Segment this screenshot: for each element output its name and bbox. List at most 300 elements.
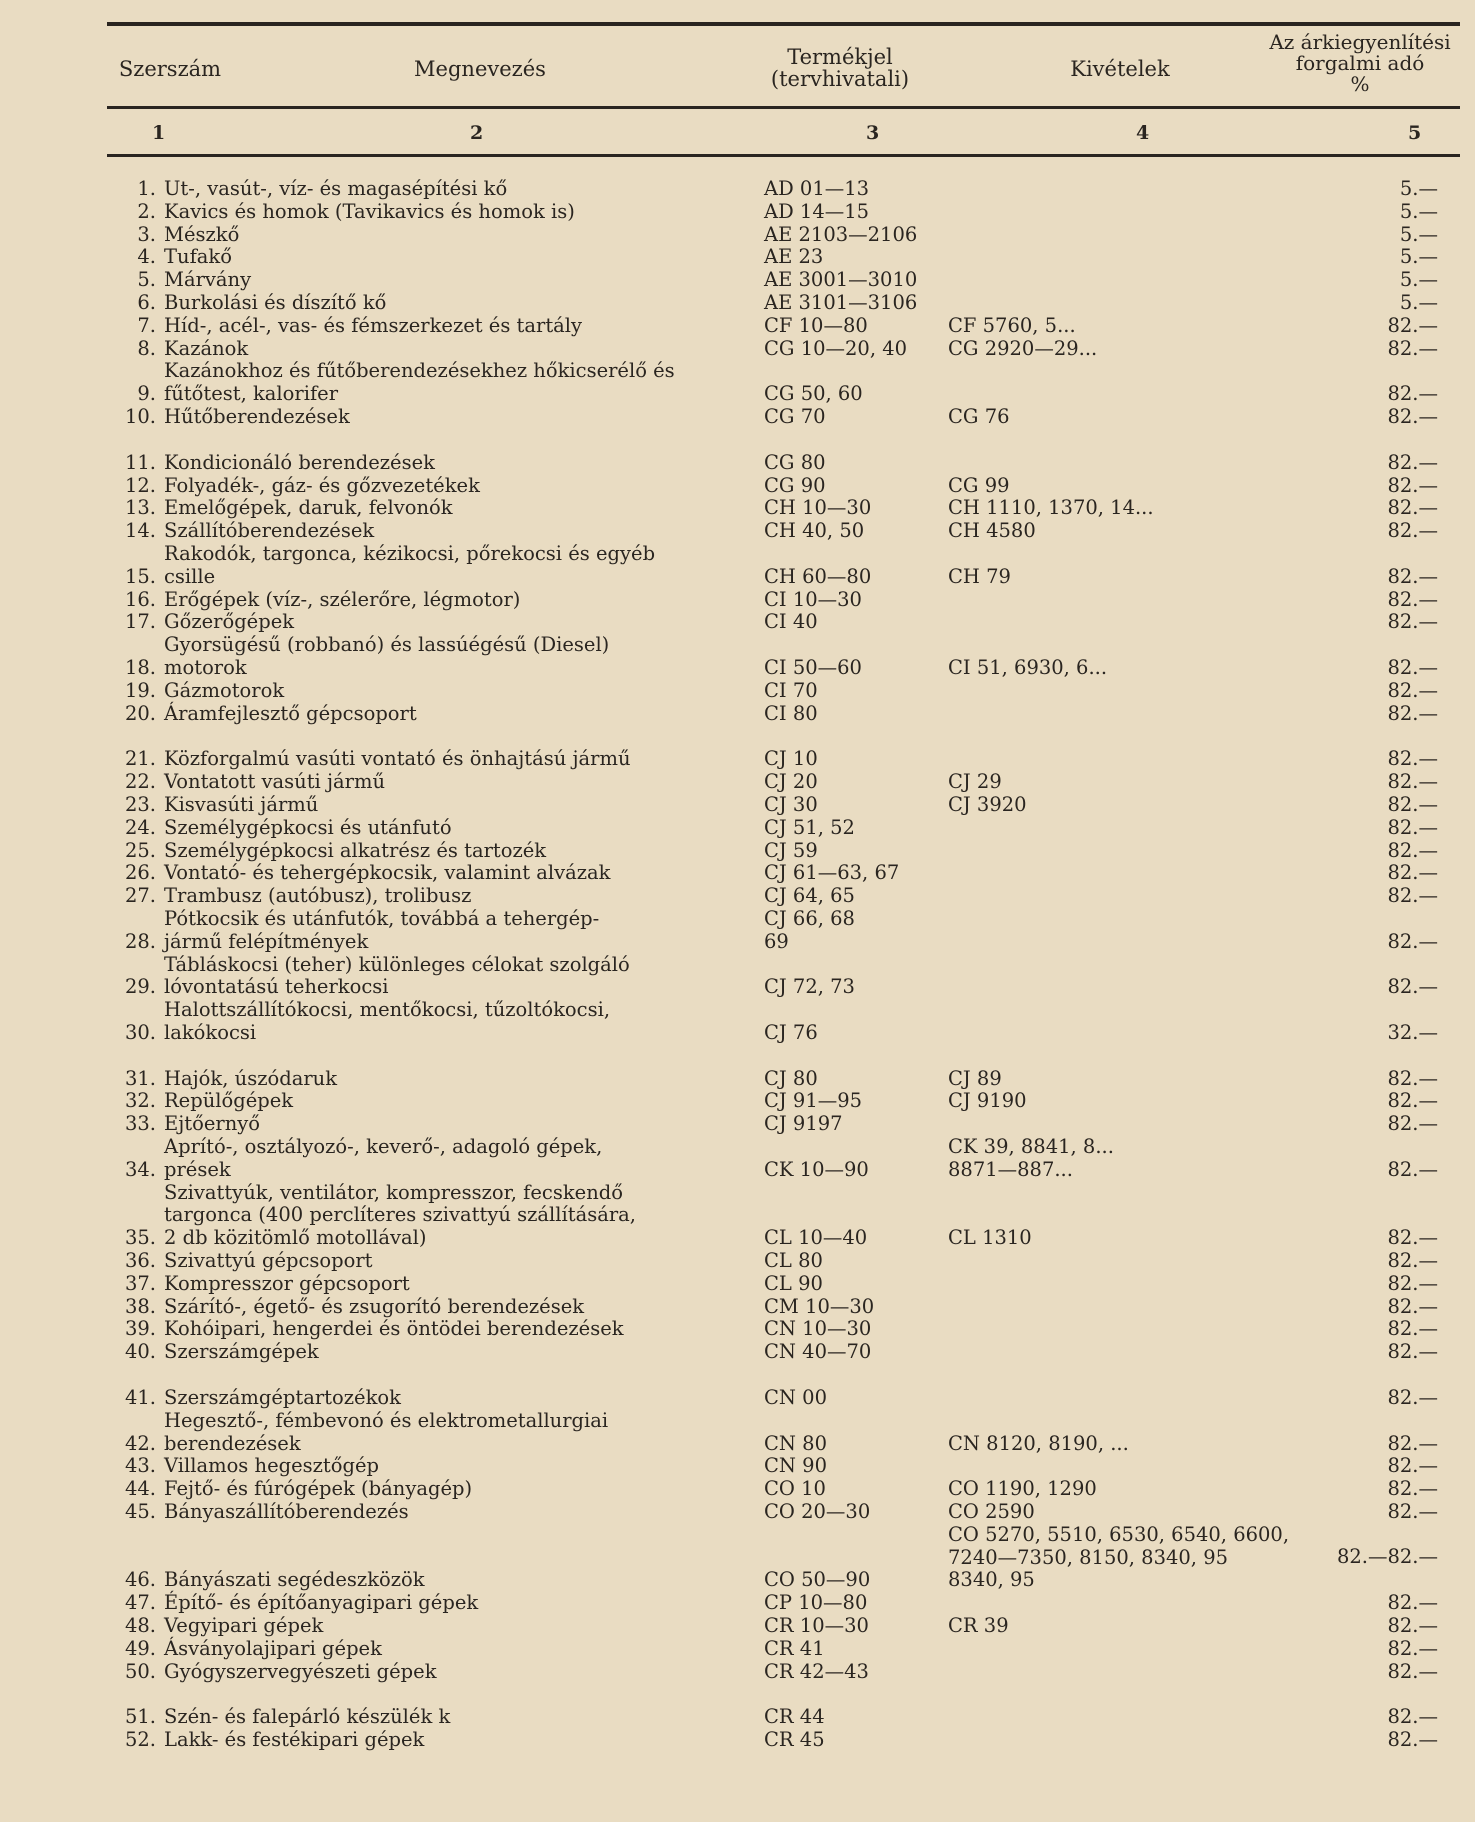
table-row bbox=[118, 269, 1438, 292]
row-number-line: 42. bbox=[124, 1431, 156, 1455]
group-gap bbox=[118, 1364, 1438, 1387]
row-name bbox=[164, 1136, 764, 1182]
row-exceptions bbox=[948, 315, 1328, 338]
row-product-code bbox=[764, 360, 948, 406]
row-exceptions bbox=[948, 1455, 1328, 1478]
row-number-line: 37. bbox=[124, 1271, 156, 1295]
group-gap bbox=[118, 1683, 1438, 1706]
row-number-line: 52. bbox=[124, 1728, 156, 1752]
row-number bbox=[118, 1182, 164, 1250]
row-exceptions bbox=[948, 269, 1328, 292]
row-product-code bbox=[764, 862, 948, 885]
row-tax-rate bbox=[1328, 475, 1438, 498]
table-row bbox=[118, 1501, 1438, 1524]
row-tax-rate-line: 82.— bbox=[1387, 1271, 1438, 1295]
row-exceptions bbox=[948, 1592, 1328, 1615]
row-name-line: Építő- és építőanyagipari gépek bbox=[164, 1591, 479, 1615]
row-number-line: 10. bbox=[124, 404, 156, 428]
row-tax-rate bbox=[1328, 1136, 1438, 1182]
row-number bbox=[118, 611, 164, 634]
row-name-line: Pótkocsik és utánfutók, továbbá a tehergép- bbox=[164, 906, 600, 930]
row-exceptions bbox=[948, 543, 1328, 589]
row-tax-rate bbox=[1328, 452, 1438, 475]
row-name-line: Híd-, acél-, vas- és fémszerkezet és tartály bbox=[164, 313, 583, 337]
tax-table bbox=[118, 178, 1438, 1752]
row-tax-rate-line: 5.— bbox=[1399, 199, 1438, 223]
row-product-code bbox=[764, 748, 948, 771]
table-row bbox=[118, 840, 1438, 863]
row-tax-rate-line: 82.— bbox=[1387, 519, 1438, 543]
row-number bbox=[118, 1638, 164, 1661]
row-exceptions-line: CO 5270, 5510, 6530, 6540, 6600, bbox=[948, 1522, 1290, 1546]
row-number-line: 26. bbox=[124, 861, 156, 885]
row-product-code bbox=[764, 1615, 948, 1638]
row-number bbox=[118, 794, 164, 817]
row-number-line: 36. bbox=[124, 1249, 156, 1273]
table-row bbox=[118, 954, 1438, 1000]
row-exceptions bbox=[948, 1090, 1328, 1113]
table-row bbox=[118, 338, 1438, 361]
table-row bbox=[118, 1113, 1438, 1136]
row-tax-rate-line: 5.— bbox=[1399, 268, 1438, 292]
row-product-code bbox=[764, 1455, 948, 1478]
row-product-code-line: CI 10—30 bbox=[764, 587, 862, 611]
row-name bbox=[164, 1661, 764, 1684]
row-number bbox=[118, 703, 164, 726]
row-number bbox=[118, 224, 164, 247]
row-number bbox=[118, 1273, 164, 1296]
row-tax-rate bbox=[1328, 315, 1438, 338]
row-product-code bbox=[764, 1273, 948, 1296]
table-row bbox=[118, 475, 1438, 498]
group-gap bbox=[118, 429, 1438, 452]
row-tax-rate-line: 82.— bbox=[1387, 815, 1438, 839]
row-name-line: Gőzerőgépek bbox=[164, 610, 295, 634]
row-product-code bbox=[764, 201, 948, 224]
row-exceptions bbox=[948, 885, 1328, 908]
row-name-line: Szállítóberendezések bbox=[164, 519, 375, 543]
row-number-line: 49. bbox=[124, 1636, 156, 1660]
row-tax-rate-line: 82.— bbox=[1387, 929, 1438, 953]
row-name-line: Kondicionáló berendezések bbox=[164, 450, 435, 474]
row-name-line: Hajók, úszódaruk bbox=[164, 1066, 338, 1090]
row-product-code bbox=[764, 520, 948, 543]
row-name-line: Tábláskocsi (teher) különleges célokat szolgáló bbox=[164, 952, 630, 976]
row-number bbox=[118, 1706, 164, 1729]
row-tax-rate bbox=[1328, 885, 1438, 908]
table-row bbox=[118, 1478, 1438, 1501]
row-exceptions bbox=[948, 1478, 1328, 1501]
row-product-code-line: CN 10—30 bbox=[764, 1317, 872, 1341]
row-tax-rate-line: 82.— bbox=[1387, 975, 1438, 999]
row-exceptions bbox=[948, 680, 1328, 703]
table-row bbox=[118, 817, 1438, 840]
row-tax-rate bbox=[1328, 520, 1438, 543]
row-tax-rate bbox=[1328, 543, 1438, 589]
row-product-code-line: CN 80 bbox=[764, 1431, 827, 1455]
row-exceptions bbox=[948, 954, 1328, 1000]
row-exceptions bbox=[948, 611, 1328, 634]
row-tax-rate bbox=[1328, 1113, 1438, 1136]
row-tax-rate bbox=[1328, 1318, 1438, 1341]
row-product-code-line: CN 40—70 bbox=[764, 1340, 872, 1364]
row-name bbox=[164, 840, 764, 863]
row-product-code bbox=[764, 680, 948, 703]
row-product-code-line: CP 10—80 bbox=[764, 1591, 868, 1615]
row-product-code bbox=[764, 1250, 948, 1273]
row-number bbox=[118, 520, 164, 543]
row-number-line: 5. bbox=[137, 268, 156, 292]
row-exceptions-line: CG 76 bbox=[948, 404, 1010, 428]
row-tax-rate bbox=[1328, 954, 1438, 1000]
row-name bbox=[164, 520, 764, 543]
row-exceptions bbox=[948, 1341, 1328, 1364]
table-row bbox=[118, 520, 1438, 543]
table-row bbox=[118, 862, 1438, 885]
row-number bbox=[118, 1592, 164, 1615]
table-row bbox=[118, 1638, 1438, 1661]
row-name bbox=[164, 908, 764, 954]
row-exceptions bbox=[948, 1068, 1328, 1091]
row-product-code bbox=[764, 1706, 948, 1729]
row-product-code bbox=[764, 1729, 948, 1752]
row-number bbox=[118, 1729, 164, 1752]
row-name-line: prések bbox=[164, 1157, 231, 1181]
row-tax-rate-line: 82.— bbox=[1387, 884, 1438, 908]
row-product-code bbox=[764, 1387, 948, 1410]
row-exceptions bbox=[948, 292, 1328, 315]
table-row bbox=[118, 1455, 1438, 1478]
row-number-line: 38. bbox=[124, 1294, 156, 1318]
row-tax-rate bbox=[1328, 1661, 1438, 1684]
row-product-code-line: CL 10—40 bbox=[764, 1226, 868, 1250]
row-tax-rate-line: 82.— bbox=[1387, 678, 1438, 702]
table-row bbox=[118, 1387, 1438, 1410]
row-name-line: Tufakő bbox=[164, 245, 232, 269]
row-number-line: 50. bbox=[124, 1659, 156, 1683]
row-tax-rate bbox=[1328, 224, 1438, 247]
row-product-code-line: CI 80 bbox=[764, 701, 818, 725]
row-number-line: 30. bbox=[124, 1020, 156, 1044]
row-tax-rate-line: 82.— bbox=[1387, 450, 1438, 474]
header-tax-line3: % bbox=[1350, 72, 1370, 96]
row-tax-rate bbox=[1328, 840, 1438, 863]
row-exceptions-line: CJ 3920 bbox=[948, 792, 1027, 816]
row-exceptions-line: CJ 9190 bbox=[948, 1089, 1027, 1113]
row-name-line: Szén- és falepárló készülék k bbox=[164, 1705, 451, 1729]
row-tax-rate bbox=[1328, 269, 1438, 292]
row-number-line: 43. bbox=[124, 1454, 156, 1478]
row-name-line: Trambusz (autóbusz), trolibusz bbox=[164, 884, 472, 908]
row-exceptions-line: CN 8120, 8190, ... bbox=[948, 1431, 1129, 1455]
row-number-line: 3. bbox=[137, 222, 156, 246]
row-product-code-line: CJ 76 bbox=[764, 1020, 818, 1044]
row-product-code-line: CI 50—60 bbox=[764, 655, 862, 679]
table-row bbox=[118, 224, 1438, 247]
column-number-5: 5 bbox=[1408, 122, 1422, 144]
row-tax-rate-line: 82.— bbox=[1387, 1294, 1438, 1318]
row-name-line: Kazánok bbox=[164, 336, 249, 360]
row-tax-rate-line: 82.— bbox=[1387, 1477, 1438, 1501]
table-row bbox=[118, 452, 1438, 475]
header-tool: Szerszám bbox=[118, 57, 222, 81]
row-tax-rate-line: 82.— bbox=[1387, 770, 1438, 794]
row-product-code bbox=[764, 1182, 948, 1250]
row-tax-rate bbox=[1328, 1273, 1438, 1296]
row-number-line: 46. bbox=[124, 1568, 156, 1592]
row-tax-rate-line: 5.— bbox=[1399, 290, 1438, 314]
row-number-line: 1. bbox=[137, 177, 156, 200]
row-product-code bbox=[764, 908, 948, 954]
row-name bbox=[164, 794, 764, 817]
row-name bbox=[164, 954, 764, 1000]
row-name-line: Repülőgépek bbox=[164, 1089, 294, 1113]
row-tax-rate bbox=[1328, 817, 1438, 840]
row-exceptions bbox=[948, 1250, 1328, 1273]
row-tax-rate bbox=[1328, 862, 1438, 885]
row-name bbox=[164, 178, 764, 201]
group-gap bbox=[118, 1045, 1438, 1068]
row-tax-rate bbox=[1328, 1478, 1438, 1501]
row-name bbox=[164, 269, 764, 292]
table-row bbox=[118, 178, 1438, 201]
table-row bbox=[118, 703, 1438, 726]
row-tax-rate bbox=[1328, 497, 1438, 520]
row-name-line: Halottszállítókocsi, mentőkocsi, tűzoltókocsi, bbox=[164, 998, 611, 1022]
row-tax-rate-line: 82.— bbox=[1387, 1614, 1438, 1638]
row-product-code-line: CI 70 bbox=[764, 678, 818, 702]
row-number-line: 19. bbox=[124, 678, 156, 702]
row-name-line: Fejtő- és fúrógépek (bányagép) bbox=[164, 1477, 473, 1501]
column-number-1: 1 bbox=[152, 122, 166, 144]
row-name-line: Burkolási és díszítő kő bbox=[164, 290, 387, 314]
row-name-line: Áramfejlesztő gépcsoport bbox=[164, 701, 417, 725]
row-name bbox=[164, 1455, 764, 1478]
row-name bbox=[164, 1706, 764, 1729]
table-row bbox=[118, 680, 1438, 703]
table-row bbox=[118, 1296, 1438, 1319]
row-product-code-line: CH 40, 50 bbox=[764, 519, 865, 543]
row-product-code-line: AD 14—15 bbox=[764, 199, 870, 223]
row-tax-rate bbox=[1328, 292, 1438, 315]
table-row bbox=[118, 1090, 1438, 1113]
row-tax-rate-line: 82.— bbox=[1387, 564, 1438, 588]
row-number-line: 24. bbox=[124, 815, 156, 839]
row-name bbox=[164, 1318, 764, 1341]
row-number bbox=[118, 475, 164, 498]
row-number bbox=[118, 954, 164, 1000]
row-name-line: Aprító-, osztályozó-, keverő-, adagoló gépek, bbox=[164, 1135, 603, 1159]
row-name bbox=[164, 246, 764, 269]
row-exceptions bbox=[948, 1524, 1328, 1592]
row-tax-rate-line: 82.— bbox=[1387, 1728, 1438, 1752]
table-row bbox=[118, 1524, 1438, 1592]
row-tax-rate-line: 82.— bbox=[1387, 655, 1438, 679]
row-exceptions bbox=[948, 178, 1328, 201]
row-exceptions-line: 7240—7350, 8150, 8340, 95 bbox=[948, 1545, 1229, 1569]
row-product-code bbox=[764, 1318, 948, 1341]
row-tax-rate bbox=[1328, 1068, 1438, 1091]
row-number bbox=[118, 452, 164, 475]
row-exceptions-line: CH 4580 bbox=[948, 519, 1036, 543]
row-product-code bbox=[764, 475, 948, 498]
row-exceptions bbox=[948, 771, 1328, 794]
row-exceptions bbox=[948, 497, 1328, 520]
row-exceptions bbox=[948, 703, 1328, 726]
row-number bbox=[118, 1661, 164, 1684]
row-number-line: 34. bbox=[124, 1157, 156, 1181]
row-product-code bbox=[764, 178, 948, 201]
row-tax-rate bbox=[1328, 406, 1438, 429]
row-product-code bbox=[764, 315, 948, 338]
row-number-line: 23. bbox=[124, 792, 156, 816]
row-tax-rate bbox=[1328, 1455, 1438, 1478]
row-tax-rate-line: 82.— bbox=[1387, 1249, 1438, 1273]
row-name-line: Mészkő bbox=[164, 222, 240, 246]
table-row bbox=[118, 1068, 1438, 1091]
row-name-line: Márvány bbox=[164, 268, 252, 292]
row-name bbox=[164, 1273, 764, 1296]
row-name-line: Ut-, vasút-, víz- és magasépítési kő bbox=[164, 177, 508, 200]
row-number bbox=[118, 634, 164, 680]
row-product-code-line: CJ 30 bbox=[764, 792, 818, 816]
row-tax-rate bbox=[1328, 1387, 1438, 1410]
row-exceptions bbox=[948, 748, 1328, 771]
row-product-code-line: CM 10—30 bbox=[764, 1294, 875, 1318]
column-number-rule bbox=[107, 154, 1460, 157]
row-exceptions bbox=[948, 1318, 1328, 1341]
row-number-line: 21. bbox=[124, 747, 156, 771]
row-exceptions-line: CI 51, 6930, 6... bbox=[948, 655, 1108, 679]
row-product-code bbox=[764, 885, 948, 908]
row-tax-rate-line: 82.— bbox=[1387, 1591, 1438, 1615]
row-product-code bbox=[764, 1501, 948, 1524]
row-number-line: 32. bbox=[124, 1089, 156, 1113]
row-tax-rate-line: 82.— bbox=[1387, 1066, 1438, 1090]
row-exceptions bbox=[948, 817, 1328, 840]
row-tax-rate bbox=[1328, 246, 1438, 269]
row-number-line: 41. bbox=[124, 1386, 156, 1410]
table-row bbox=[118, 1410, 1438, 1456]
row-number bbox=[118, 748, 164, 771]
row-exceptions bbox=[948, 794, 1328, 817]
row-number bbox=[118, 1113, 164, 1136]
table-row bbox=[118, 246, 1438, 269]
table-row bbox=[118, 794, 1438, 817]
row-number bbox=[118, 1296, 164, 1319]
row-product-code bbox=[764, 224, 948, 247]
row-exceptions bbox=[948, 1729, 1328, 1752]
row-number-line: 11. bbox=[124, 450, 156, 474]
row-name bbox=[164, 338, 764, 361]
row-name-line: Kazánokhoz és fűtőberendezésekhez hőkicserélő és bbox=[164, 359, 675, 383]
row-number bbox=[118, 1136, 164, 1182]
header-tax-line1: Az árkiegyenlítési bbox=[1269, 30, 1451, 54]
row-product-code-line: CJ 72, 73 bbox=[764, 975, 855, 999]
row-name-line: Kisvasúti jármű bbox=[164, 792, 319, 816]
row-number-line: 51. bbox=[124, 1705, 156, 1729]
row-exceptions bbox=[948, 475, 1328, 498]
row-name-line: csille bbox=[164, 564, 216, 588]
row-exceptions bbox=[948, 1136, 1328, 1182]
table-row bbox=[118, 1136, 1438, 1182]
header-product-code-line1: Termékjel bbox=[787, 45, 893, 69]
row-exceptions bbox=[948, 840, 1328, 863]
row-number bbox=[118, 1250, 164, 1273]
header-product-code-line2: (tervhivatali) bbox=[770, 67, 910, 92]
row-product-code-line: AE 2103—2106 bbox=[764, 222, 918, 246]
header-name: Megnevezés bbox=[414, 57, 546, 81]
row-name bbox=[164, 1729, 764, 1752]
row-number bbox=[118, 338, 164, 361]
row-name bbox=[164, 1341, 764, 1364]
row-product-code-line: CN 90 bbox=[764, 1454, 827, 1478]
row-tax-rate-line: 82.— bbox=[1387, 1500, 1438, 1524]
row-name-line: Vontatott vasúti jármű bbox=[164, 770, 386, 794]
row-tax-rate bbox=[1328, 1182, 1438, 1250]
row-exceptions-line: CK 39, 8841, 8... bbox=[948, 1135, 1114, 1159]
row-name-line: Bányaszállítóberendezés bbox=[164, 1500, 409, 1524]
row-number-line: 16. bbox=[124, 587, 156, 611]
row-name bbox=[164, 1296, 764, 1319]
row-tax-rate bbox=[1328, 1729, 1438, 1752]
row-exceptions bbox=[948, 1296, 1328, 1319]
row-number bbox=[118, 178, 164, 201]
row-tax-rate bbox=[1328, 771, 1438, 794]
row-number-line: 39. bbox=[124, 1317, 156, 1341]
row-tax-rate-line: 82.— bbox=[1387, 701, 1438, 725]
row-tax-rate-line: 82.— bbox=[1387, 1431, 1438, 1455]
row-tax-rate-line: 82.— bbox=[1387, 838, 1438, 862]
row-tax-rate-line: 5.— bbox=[1399, 177, 1438, 200]
row-tax-rate bbox=[1328, 703, 1438, 726]
row-name bbox=[164, 1182, 764, 1250]
row-tax-rate bbox=[1328, 680, 1438, 703]
row-tax-rate-line: 82.— bbox=[1387, 1089, 1438, 1113]
row-number-line: 47. bbox=[124, 1591, 156, 1615]
row-tax-rate bbox=[1328, 908, 1438, 954]
row-name-line: Bányászati segédeszközök bbox=[164, 1568, 425, 1592]
row-exceptions bbox=[948, 1661, 1328, 1684]
row-number-line: 14. bbox=[124, 519, 156, 543]
row-product-code-line: CR 44 bbox=[764, 1705, 825, 1729]
column-number-2: 2 bbox=[470, 122, 484, 144]
row-product-code-line: CJ 91—95 bbox=[764, 1089, 863, 1113]
row-exceptions bbox=[948, 589, 1328, 612]
row-name bbox=[164, 885, 764, 908]
row-number bbox=[118, 1318, 164, 1341]
row-number bbox=[118, 1090, 164, 1113]
row-number-line: 4. bbox=[137, 245, 156, 269]
row-name bbox=[164, 452, 764, 475]
row-product-code-line: CL 80 bbox=[764, 1249, 823, 1273]
row-product-code-line: CH 10—30 bbox=[764, 496, 872, 520]
row-tax-rate-line: 82.— bbox=[1387, 861, 1438, 885]
row-exceptions-line: CF 5760, 5... bbox=[948, 313, 1076, 337]
row-product-code bbox=[764, 771, 948, 794]
row-tax-rate bbox=[1328, 589, 1438, 612]
row-tax-rate-line: 82.— bbox=[1387, 610, 1438, 634]
row-tax-rate bbox=[1328, 634, 1438, 680]
row-name-line: Személygépkocsi és utánfutó bbox=[164, 815, 452, 839]
row-exceptions-line: 8340, 95 bbox=[948, 1568, 1035, 1592]
table-row bbox=[118, 589, 1438, 612]
row-exceptions bbox=[948, 406, 1328, 429]
row-tax-rate-line: 82.— bbox=[1387, 1636, 1438, 1660]
row-name bbox=[164, 1524, 764, 1592]
row-name-line: Ásványolajipari gépek bbox=[164, 1636, 382, 1660]
row-product-code-line: AD 01—13 bbox=[764, 177, 870, 200]
